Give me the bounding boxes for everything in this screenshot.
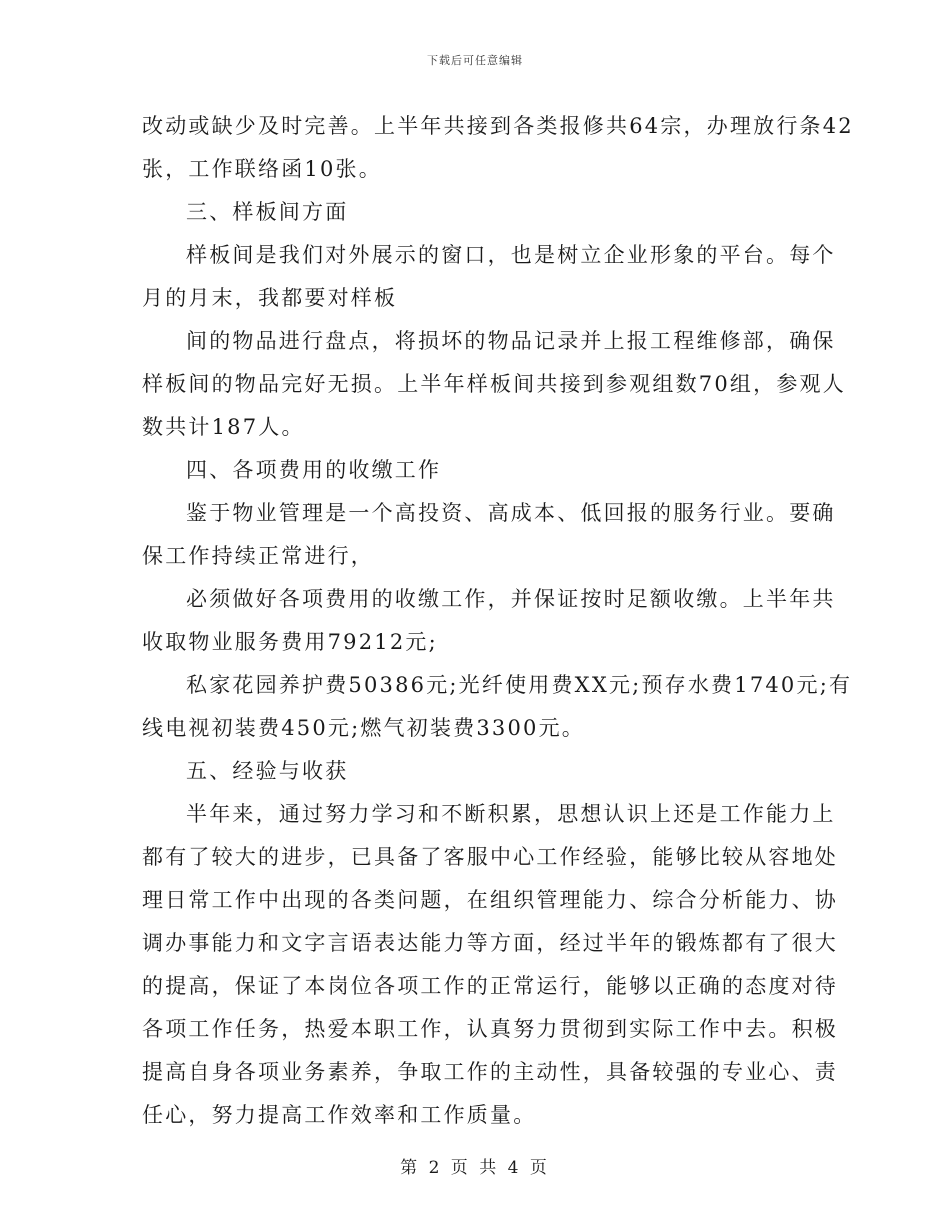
text-line: 四、各项费用的收缴工作	[186, 458, 442, 482]
text-line: 任心，努力提高工作效率和工作质量。	[142, 1103, 537, 1127]
text-line: 必须做好各项费用的收缴工作，并保证按时足额收缴。上半年共	[186, 587, 836, 611]
text-line: 理日常工作中出现的各类问题，在组织管理能力、综合分析能力、协	[142, 888, 838, 912]
text-line: 提高自身各项业务素养，争取工作的主动性，具备较强的专业心、责	[142, 1060, 838, 1084]
text-line: 样板间的物品完好无损。上半年样板间共接到参观组数70组，参观人	[142, 372, 846, 396]
text-line: 五、经验与收获	[186, 759, 349, 783]
document-body	[142, 105, 854, 1137]
text-line: 调办事能力和文字言语表达能力等方面，经过半年的锻炼都有了很大	[142, 931, 838, 955]
text-line: 改动或缺少及时完善。上半年共接到各类报修共64宗，办理放行条42	[142, 114, 854, 138]
text-line: 私家花园养护费50386元;光纤使用费XX元;预存水费1740元;有	[186, 673, 853, 697]
text-line: 鉴于物业管理是一个高投资、高成本、低回报的服务行业。要确	[186, 501, 836, 525]
page-header: 下载后可任意编辑	[427, 54, 523, 67]
text-line: 保工作持续正常进行，	[142, 544, 374, 568]
text-line: 间的物品进行盘点，将损坏的物品记录并上报工程维修部，确保	[186, 329, 836, 353]
text-line: 样板间是我们对外展示的窗口，也是树立企业形象的平台。每个	[186, 243, 836, 267]
text-line: 三、样板间方面	[186, 200, 349, 224]
text-line: 各项工作任务，热爱本职工作，认真努力贯彻到实际工作中去。积极	[142, 1017, 838, 1041]
text-line: 收取物业服务费用79212元;	[142, 630, 438, 654]
text-line: 线电视初装费450元;燃气初装费3300元。	[142, 716, 585, 740]
page-footer: 第 2 页 共 4 页	[400, 1158, 550, 1178]
text-line: 的提高，保证了本岗位各项工作的正常运行，能够以正确的态度对待	[142, 974, 838, 998]
text-line: 月的月末，我都要对样板	[142, 286, 398, 310]
text-line: 都有了较大的进步，已具备了客服中心工作经验，能够比较从容地处	[142, 845, 838, 869]
text-line: 半年来，通过努力学习和不断积累，思想认识上还是工作能力上	[186, 802, 836, 826]
text-line: 张，工作联络函10张。	[142, 157, 382, 181]
text-line: 数共计187人。	[142, 415, 305, 439]
